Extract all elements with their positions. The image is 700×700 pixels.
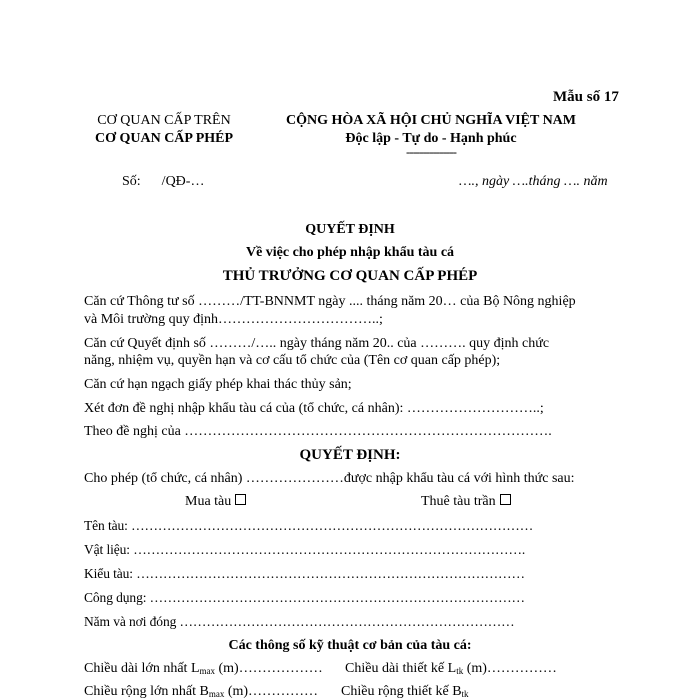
authority-heading: THỦ TRƯỞNG CƠ QUAN CẤP PHÉP (222, 268, 478, 284)
field-build-year-place (84, 614, 515, 630)
form-number: Mẫu số 17 (553, 89, 619, 105)
basis-circular-line1: Căn cứ Thông tư số ………/TT-BNNMT ngày .... tháng năm 20… của Bộ Nông nghiệp (84, 294, 576, 309)
spec-subscript: max (208, 689, 225, 699)
rent-checkbox[interactable] (500, 494, 511, 505)
spec-label: Chiều dài lớn nhất L (84, 661, 200, 676)
subject-line: Về việc cho phép nhập khẩu tàu cá (245, 245, 455, 260)
spec-label: Chiều rộng thiết kế B (341, 684, 462, 699)
spec-subscript: tk (456, 666, 464, 676)
field-label: Vật liệu: (84, 542, 130, 557)
agency-issuing: CƠ QUAN CẤP PHÉP (94, 131, 234, 146)
option-rent-label: Thuê tàu trần (421, 494, 496, 509)
field-dots: …………………………………………………………………………… (136, 566, 525, 581)
spec-subscript: max (199, 666, 215, 676)
decision-heading: QUYẾT ĐỊNH: (299, 447, 401, 463)
basis-decision-line2: năng, nhiệm vụ, quyền hạn và cơ cấu tổ chức của (Tên cơ quan cấp phép); (84, 353, 501, 368)
basis-quota: Căn cứ hạn ngạch giấy phép khai thác thủy sản; (84, 377, 352, 392)
field-dots: ……………………………………………………………………………… (131, 518, 534, 533)
field-dots: ……………………………………………………………………………. (133, 542, 526, 557)
basis-application: Xét đơn đề nghị nhập khẩu tàu cá của (tổ chức, cá nhân): ………………………..; (84, 401, 544, 416)
field-dots: ………………………………………………………………………… (149, 590, 525, 605)
basis-decision-line1: Căn cứ Quyết định số ………/….. ngày tháng năm 20.. của ………. quy định chức (84, 336, 550, 351)
field-label: Công dụng: (84, 590, 147, 605)
option-rent (421, 494, 511, 510)
field-ship-name (84, 518, 533, 534)
spec-width-max (84, 684, 318, 700)
motto: Độc lập - Tự do - Hạnh phúc (345, 131, 517, 146)
buy-checkbox[interactable] (235, 494, 246, 505)
spec-dots: (m)……………… (215, 661, 323, 676)
field-purpose (84, 590, 525, 606)
motto-underline: --------------- (406, 144, 456, 159)
field-label: Năm và nơi đóng (84, 614, 177, 629)
spec-dots: (m)…………… (224, 684, 319, 699)
permission-line: Cho phép (tổ chức, cá nhân) …………………được nhập khẩu tàu cá với hình thức sau: (84, 471, 575, 486)
spec-length-design (345, 661, 557, 677)
basis-circular-line2: và Môi trường quy định……………………………..; (84, 312, 383, 327)
spec-label: Chiều dài thiết kế L (345, 661, 457, 676)
option-buy (185, 494, 246, 510)
page-title: QUYẾT ĐỊNH (305, 222, 395, 237)
field-material (84, 542, 525, 558)
option-buy-label: Mua tàu (185, 494, 232, 509)
field-ship-type (84, 566, 525, 582)
field-dots: ………………………………………………………………… (179, 614, 515, 629)
spec-subscript: tk (461, 689, 469, 699)
spec-length-max (84, 661, 323, 677)
agency-superior: CƠ QUAN CẤP TRÊN (97, 113, 231, 128)
spec-dots: (m)…………… (463, 661, 557, 676)
specs-heading: Các thông số kỹ thuật cơ bản của tàu cá: (228, 638, 472, 653)
spec-label: Chiều rộng lớn nhất B (84, 684, 209, 699)
field-label: Kiểu tàu: (84, 566, 133, 581)
document-number: Số: /QĐ-… (122, 174, 205, 189)
document-date: …., ngày ….tháng …. năm (459, 174, 608, 189)
field-label: Tên tàu: (84, 518, 128, 533)
country-name: CỘNG HÒA XÃ HỘI CHỦ NGHĨA VIỆT NAM (285, 113, 576, 128)
basis-proposal: Theo đề nghị của ……………………………………………………………………. (84, 424, 552, 439)
spec-width-design (341, 684, 469, 700)
